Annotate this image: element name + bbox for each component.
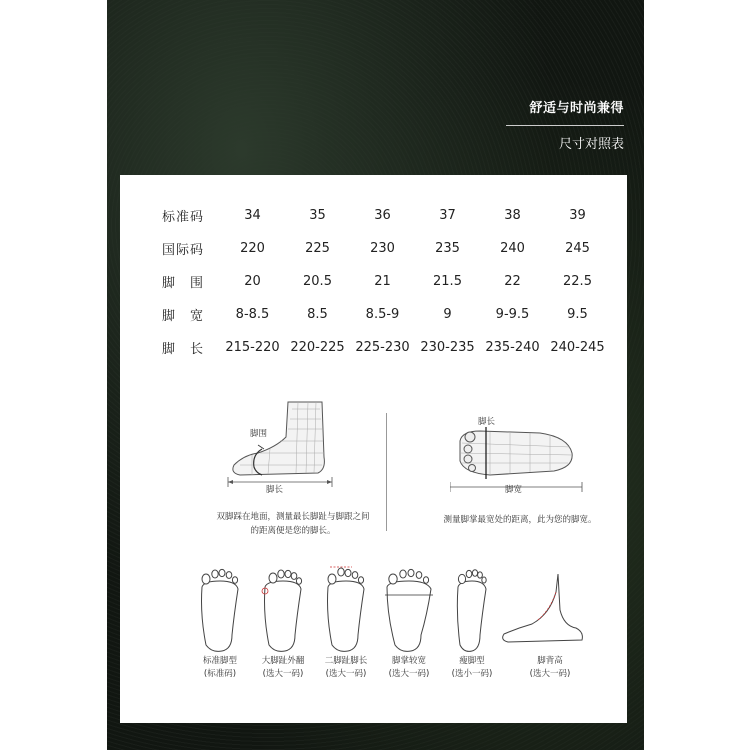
foot-type-name: 瘦脚型 — [459, 656, 485, 666]
table-cell: 20 — [244, 274, 261, 289]
row-label: 国际码 — [162, 243, 205, 258]
table-row — [156, 199, 610, 232]
table-cell: 215-220 — [225, 340, 280, 355]
foot-type-long-second-toe — [311, 655, 381, 681]
left-length-label: 脚长 — [266, 485, 284, 495]
right-top-label: 脚长 — [478, 417, 496, 427]
table-cell: 9-9.5 — [495, 307, 530, 322]
wide-forefoot-icon — [379, 565, 439, 655]
product-panel — [107, 0, 644, 750]
row-label: 脚 围 — [162, 276, 205, 291]
foot-type-name: 大脚趾外翻 — [261, 656, 305, 666]
table-cell: 230 — [370, 241, 395, 256]
table-row — [156, 298, 610, 331]
table-row — [156, 232, 610, 265]
length-caption — [198, 510, 388, 538]
table-cell: 230-235 — [420, 340, 475, 355]
heading-divider — [506, 125, 624, 126]
table-cell: 8-8.5 — [235, 307, 270, 322]
foot-type-bunion — [248, 655, 318, 681]
table-cell: 39 — [569, 208, 586, 223]
table-cell: 9.5 — [567, 307, 588, 322]
table-cell: 37 — [439, 208, 456, 223]
slim-foot-icon — [442, 565, 502, 655]
table-row — [156, 265, 610, 298]
table-cell: 35 — [309, 208, 326, 223]
row-label: 脚 宽 — [162, 309, 205, 324]
foot-type-advice: (标准码) — [203, 669, 237, 679]
foot-type-name: 二脚趾脚长 — [324, 656, 368, 666]
foot-type-high-instep — [515, 655, 585, 681]
girth-label: 脚围 — [250, 429, 268, 439]
foot-type-wide — [374, 655, 444, 681]
table-cell: 20.5 — [303, 274, 332, 289]
bunion-foot-icon — [253, 565, 313, 655]
foot-type-name: 脚掌较宽 — [391, 656, 426, 666]
foot-type-advice: (选大一码) — [388, 669, 430, 679]
table-row — [156, 331, 610, 364]
table-cell: 225-230 — [355, 340, 410, 355]
foot-type-advice: (选大一码) — [529, 669, 571, 679]
table-cell: 34 — [244, 208, 261, 223]
row-label: 脚 长 — [162, 342, 205, 357]
table-cell: 245 — [565, 241, 590, 256]
table-cell: 21.5 — [433, 274, 462, 289]
heading — [506, 97, 624, 152]
table-cell: 225 — [305, 241, 330, 256]
foot-type-standard — [185, 655, 255, 681]
table-cell: 240 — [500, 241, 525, 256]
length-caption-line1: 双脚踩在地面，测量最长脚趾与脚跟之间 — [216, 512, 370, 522]
size-chart-sheet — [120, 175, 627, 723]
diagram-divider — [386, 413, 387, 531]
table-cell: 9 — [443, 307, 452, 322]
foot-type-name: 脚背高 — [537, 656, 563, 666]
table-cell: 235-240 — [485, 340, 540, 355]
foot-type-advice: (选小一码) — [451, 669, 493, 679]
size-table — [156, 199, 610, 364]
table-cell: 235 — [435, 241, 460, 256]
foot-type-advice: (选大一码) — [325, 669, 367, 679]
length-caption-line2: 的距离便是您的脚长。 — [250, 526, 336, 536]
width-label: 脚宽 — [505, 485, 523, 495]
width-caption: 测量脚掌最宽处的距离，此为您的脚宽。 — [443, 515, 597, 525]
foot-type-slim — [437, 655, 507, 681]
foot-type-advice: (选大一码) — [262, 669, 304, 679]
table-cell: 8.5 — [307, 307, 328, 322]
standard-foot-icon — [190, 565, 250, 655]
heading-subtitle: 尺寸对照表 — [558, 137, 624, 152]
foot-length-illustration — [200, 397, 350, 497]
table-cell: 38 — [504, 208, 521, 223]
row-label: 标准码 — [162, 210, 205, 225]
table-cell: 36 — [374, 208, 391, 223]
table-cell: 220 — [240, 241, 265, 256]
table-cell: 220-225 — [290, 340, 345, 355]
high-instep-foot-icon — [498, 570, 593, 650]
table-cell: 21 — [374, 274, 391, 289]
heading-title: 舒适与时尚兼得 — [529, 101, 624, 116]
foot-type-name: 标准脚型 — [202, 656, 237, 666]
table-cell: 8.5-9 — [365, 307, 400, 322]
table-cell: 22.5 — [563, 274, 592, 289]
table-cell: 22 — [504, 274, 521, 289]
table-cell: 240-245 — [550, 340, 605, 355]
long-second-toe-foot-icon — [316, 565, 376, 655]
